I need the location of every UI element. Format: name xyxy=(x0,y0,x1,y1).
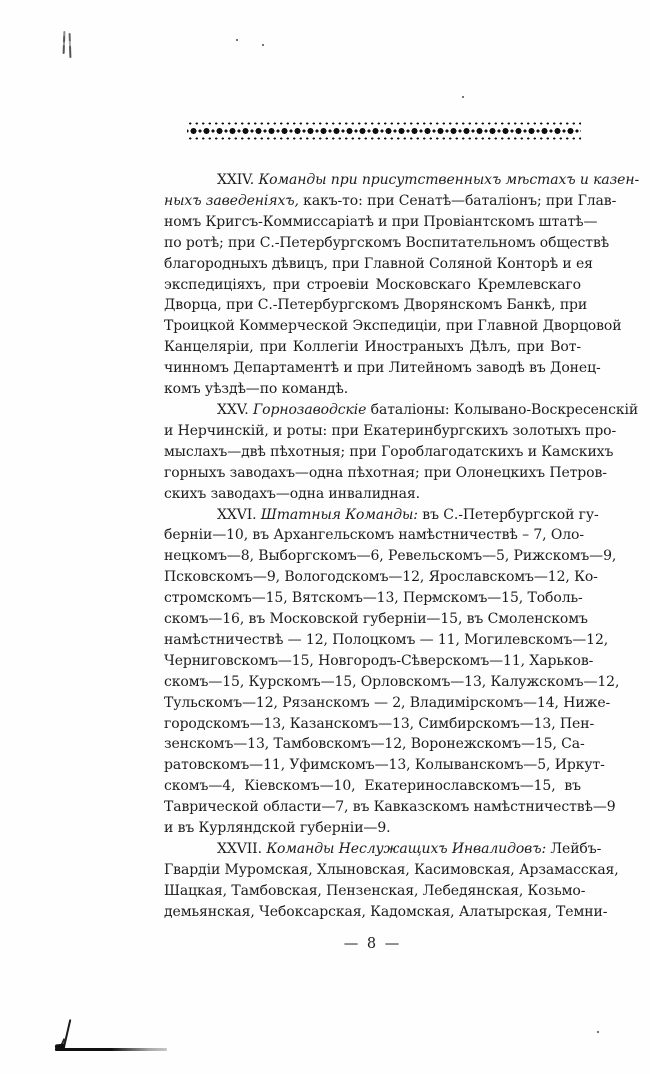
paragraph-2-line-2 xyxy=(164,421,617,442)
italic-text-segment: Штатныя Команды: xyxy=(260,506,418,523)
paragraph-3-line-10 xyxy=(164,693,611,714)
text-segment: намѣстничествѣ — 12, Полоцкомъ — 11, Могилевскомъ—12, xyxy=(164,631,609,648)
text-segment: чинномъ Департаментѣ и при Литейномъ заводѣ въ Донец- xyxy=(164,360,601,377)
paragraph-3-line-7 xyxy=(164,630,609,651)
text-segment: берніи—10, въ Архангельскомъ намѣстничествѣ – 7, Оло- xyxy=(164,527,584,544)
ink-speck xyxy=(462,96,464,98)
italic-text-segment: Команды при присутственныхъ мѣстахъ и казен- xyxy=(258,172,640,188)
text-segment: баталіоны: Колывано-Воскресенскій xyxy=(366,401,639,418)
text-segment: XXVII. xyxy=(217,841,267,857)
text-segment: Лейбъ- xyxy=(546,841,602,857)
italic-text-segment: Горнозаводскіе xyxy=(253,401,367,418)
text-segment: Дворца, при С.-Петербургскомъ Дворянскомъ Банкѣ, при xyxy=(164,297,588,314)
text-segment: скомъ—4, Кіевскомъ—10, Екатеринославскомъ—15, въ xyxy=(164,778,581,795)
paragraph-2-line-5 xyxy=(164,484,581,505)
paragraph-1-line-4 xyxy=(164,233,610,254)
text-segment: и въ Курляндской губерніи—9. xyxy=(164,820,391,837)
ornamental-border-band xyxy=(187,121,581,141)
text-segment: нецкомъ—8, Выборгскомъ—6, Ревельскомъ—5, Рижскомъ—9, xyxy=(164,548,617,565)
paragraph-3-line-11 xyxy=(164,714,595,735)
text-segment: экспедиціяхъ, при строевіи Московскаго Кремлевскаго xyxy=(164,276,581,293)
paragraph-3-line-15 xyxy=(164,797,616,818)
text-segment: горныхъ заводахъ—одна пѣхотная; при Олонецкихъ Петров- xyxy=(164,464,607,481)
scan-smudge-mark xyxy=(69,33,72,58)
paragraph-3-line-6 xyxy=(164,609,588,630)
paragraph-3-line-16 xyxy=(164,818,581,839)
paragraph-2-line-3 xyxy=(164,442,614,463)
text-segment: мыслахъ—двѣ пѣхотныя; при Гороблагодатскихъ и Камскихъ xyxy=(164,443,614,460)
text-segment: стромскомъ—15, Вятскомъ—13, Пермскомъ—15, Тоболь- xyxy=(164,590,583,607)
paragraph-3-line-9 xyxy=(164,672,620,693)
paragraph-3-line-4 xyxy=(164,567,598,588)
ink-speck xyxy=(597,1031,599,1033)
text-segment: Черниговскомъ—15, Новгородъ-Сѣверскомъ—11, Харьков- xyxy=(164,652,594,669)
text-segment: Канцеляріи, при Коллегіи Иностраныхъ Дѣлъ, при Вот- xyxy=(164,339,581,356)
text-segment: Троицкой Коммерческой Экспедиціи, при Главной Дворцовой xyxy=(164,318,622,335)
paragraph-1-line-3 xyxy=(164,212,598,233)
text-segment: и Нерчинскій, и роты: при Екатеринбургскихъ золотыхъ про- xyxy=(164,422,617,439)
text-segment: XXV. xyxy=(217,401,253,418)
text-segment: Шацкая, Тамбовская, Пензенская, Лебедянская, Козьмо- xyxy=(164,882,586,899)
text-segment: Псковскомъ—9, Вологодскомъ—12, Ярославскомъ—12, Ко- xyxy=(164,569,598,586)
paragraph-2-line-4 xyxy=(164,463,607,484)
paragraph-1-line-7 xyxy=(164,295,588,316)
text-segment: скихъ заводахъ—одна инвалидная. xyxy=(164,485,421,502)
text-segment: Гвардіи Муромская, Хлыновская, Касимовская, Арзамасская, xyxy=(164,861,619,878)
text-segment: скомъ—16, въ Московской губерніи—15, въ Смоленскомъ xyxy=(164,611,588,628)
paragraph-4-line-4 xyxy=(164,902,608,923)
text-segment: какъ-то: при Сенатѣ—баталіонъ; при Глав- xyxy=(298,192,617,209)
paragraph-4-line-1 xyxy=(164,839,602,860)
text-segment: зенскомъ—13, Тамбовскомъ—12, Воронежскомъ—15, Са- xyxy=(164,736,585,753)
ink-speck xyxy=(262,44,264,46)
paragraph-3-line-3 xyxy=(164,546,617,567)
italic-text-segment: ныхъ заведеніяхъ, xyxy=(164,192,299,209)
paragraph-1-line-2 xyxy=(164,191,617,212)
paragraph-1-line-5 xyxy=(164,254,593,275)
text-segment: Тульскомъ—12, Рязанскомъ — 2, Владимірскомъ—14, Ниже- xyxy=(164,694,611,711)
text-segment: городскомъ—13, Казанскомъ—13, Симбирскомъ—13, Пен- xyxy=(164,715,595,732)
paragraph-1-line-9 xyxy=(164,337,581,358)
paragraph-4-line-2 xyxy=(164,860,619,881)
pen-underline xyxy=(55,1048,167,1051)
paragraph-1-line-1 xyxy=(164,170,640,191)
paragraph-2-line-1 xyxy=(164,400,639,421)
paragraph-3-line-5 xyxy=(164,588,581,609)
text-segment: благородныхъ дѣвицъ, при Главной Соляной Конторѣ и ея xyxy=(164,255,593,272)
paragraph-3-line-1 xyxy=(164,505,599,526)
ink-speck xyxy=(236,39,238,41)
text-segment: Таврической области—7, въ Кавказскомъ намѣстничествѣ—9 xyxy=(164,799,616,816)
text-segment: демьянская, Чебоксарская, Кадомская, Алатырская, Темни- xyxy=(164,903,608,920)
handwritten-pen-mark xyxy=(50,1012,180,1057)
page-number: — 8 — xyxy=(343,936,402,952)
paragraph-3-line-8 xyxy=(164,651,594,672)
paragraph-3-line-14 xyxy=(164,776,581,797)
scan-smudge-mark xyxy=(63,31,66,54)
text-segment: ратовскомъ—11, Уфимскомъ—13, Колыванскомъ—5, Иркут- xyxy=(164,757,605,774)
italic-text-segment: Команды Неслужащихъ Инвалидовъ: xyxy=(266,841,547,857)
text-segment: по ротѣ; при С.-Петербургскомъ Воспитательномъ обществѣ xyxy=(164,234,610,251)
paragraph-1-line-11 xyxy=(164,379,581,400)
text-segment: скомъ—15, Курскомъ—15, Орловскомъ—13, Калужскомъ—12, xyxy=(164,673,620,690)
paragraph-3-line-2 xyxy=(164,525,584,546)
paragraph-3-line-13 xyxy=(164,755,605,776)
text-segment: въ С.-Петербургской гу- xyxy=(417,506,599,523)
text-segment: XXVI. xyxy=(217,506,261,523)
paragraph-3-line-12 xyxy=(164,734,585,755)
text-segment: комъ уѣздѣ—по командѣ. xyxy=(164,381,349,398)
text-segment: номъ Кригсъ-Коммиссаріатѣ и при Провіантскомъ штатѣ— xyxy=(164,213,598,230)
text-block xyxy=(164,170,640,923)
paragraph-1-line-6 xyxy=(164,275,581,296)
paragraph-1-line-10 xyxy=(164,358,601,379)
text-segment: XXIV. xyxy=(217,172,259,188)
paragraph-1-line-8 xyxy=(164,316,622,337)
paragraph-4-line-3 xyxy=(164,881,586,902)
